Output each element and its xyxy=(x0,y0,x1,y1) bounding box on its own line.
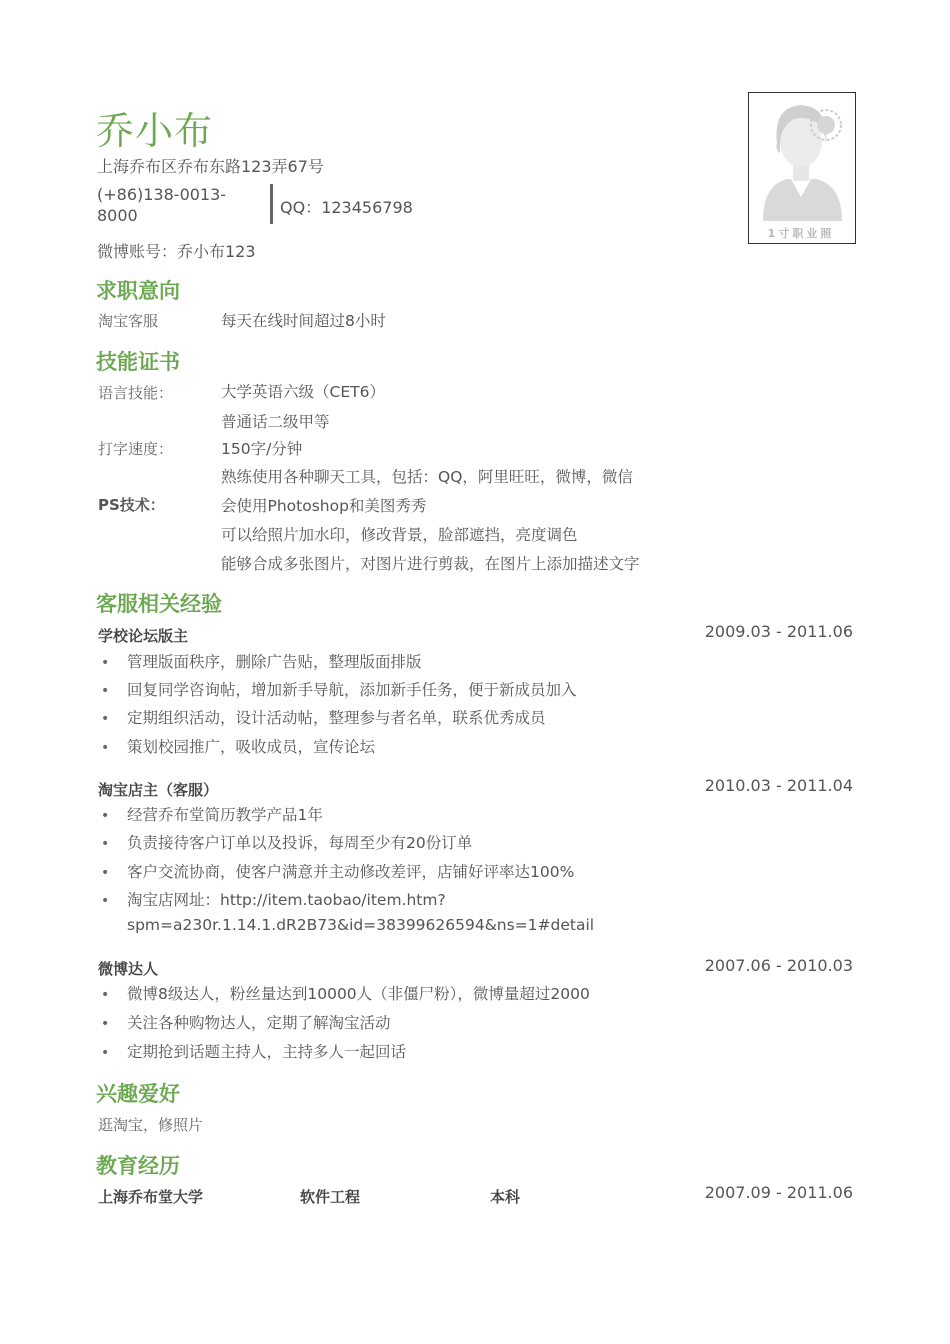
job-bullet: 负责接待客户订单以及投诉，每周至少有20份订单 xyxy=(127,834,473,852)
skill-label: PS技术： xyxy=(98,496,165,514)
skill-line: 150字/分钟 xyxy=(221,440,303,458)
hobbies-text: 逛淘宝，修照片 xyxy=(98,1116,204,1134)
edu-degree: 本科 xyxy=(490,1188,521,1206)
bullet-dot: • xyxy=(101,987,110,1003)
bullet-dot: • xyxy=(101,808,110,824)
skill-line: 大学英语六级（CET6） xyxy=(221,383,385,401)
section-education-title: 教育经历 xyxy=(96,1154,180,1178)
edu-date: 2007.09 - 2011.06 xyxy=(704,1183,853,1202)
bullet-dot: • xyxy=(101,711,110,727)
section-hobbies-title: 兴趣爱好 xyxy=(96,1082,180,1106)
bullet-dot: • xyxy=(101,1016,110,1032)
section-skills-title: 技能证书 xyxy=(96,350,180,374)
section-objective-title: 求职意向 xyxy=(96,279,180,303)
weibo-account: 微博账号：乔小布123 xyxy=(97,242,256,261)
skill-line: 熟练使用各种聊天工具，包括：QQ，阿里旺旺，微博，微信 xyxy=(221,468,633,486)
job-date: 2009.03 - 2011.06 xyxy=(704,622,853,641)
job-bullet: 管理版面秩序，删除广告贴，整理版面排版 xyxy=(127,653,422,671)
skill-line: 能够合成多张图片，对图片进行剪裁，在图片上添加描述文字 xyxy=(221,555,640,573)
edu-school: 上海乔布堂大学 xyxy=(98,1188,204,1206)
skill-line: 可以给照片加水印，修改背景，脸部遮挡，亮度调色 xyxy=(221,526,578,544)
photo-caption: 1寸职业照 xyxy=(767,227,835,240)
avatar-placeholder-icon xyxy=(749,93,854,242)
skill-label: 打字速度： xyxy=(98,440,174,458)
skill-line: 会使用Photoshop和美图秀秀 xyxy=(221,497,427,515)
objective-position: 淘宝客服 xyxy=(98,312,159,330)
job-bullet: 定期组织活动，设计活动帖，整理参与者名单，联系优秀成员 xyxy=(127,709,546,727)
address: 上海乔布区乔布东路123弄67号 xyxy=(97,157,324,176)
job-bullet: 回复同学咨询帖，增加新手导航，添加新手任务，便于新成员加入 xyxy=(127,681,577,699)
bullet-dot: • xyxy=(101,893,110,909)
section-experience-title: 客服相关经验 xyxy=(96,592,222,616)
phone-number: (+86)138-0013-8000 xyxy=(97,185,227,225)
skill-label: 语言技能： xyxy=(98,384,174,402)
job-bullet: 策划校园推广，吸收成员，宣传论坛 xyxy=(127,738,376,756)
job-title: 微博达人 xyxy=(98,960,159,978)
job-bullet: 经营乔布堂简历教学产品1年 xyxy=(127,806,323,824)
bullet-dot: • xyxy=(101,655,110,671)
job-bullet: 关注各种购物达人，定期了解淘宝活动 xyxy=(127,1014,391,1032)
job-bullet: 客户交流协商，使客户满意并主动修改差评，店铺好评率达100% xyxy=(127,863,575,881)
bullet-dot: • xyxy=(101,865,110,881)
bullet-dot: • xyxy=(101,683,110,699)
bullet-dot: • xyxy=(101,836,110,852)
job-bullet: 定期抢到话题主持人，主持多人一起回话 xyxy=(127,1043,407,1061)
bullet-dot: • xyxy=(101,1045,110,1061)
job-date: 2010.03 - 2011.04 xyxy=(704,776,853,795)
contact-divider xyxy=(270,184,273,224)
profile-photo xyxy=(748,92,856,244)
job-title: 淘宝店主（客服） xyxy=(98,781,219,799)
job-title: 学校论坛版主 xyxy=(98,627,189,645)
job-bullet: 淘宝店网址：http://item.taobao/item.htm? xyxy=(127,891,446,909)
job-bullet: 微博8级达人，粉丝量达到10000人（非僵尸粉），微博量超过2000 xyxy=(127,985,590,1003)
candidate-name: 乔小布 xyxy=(96,109,214,153)
bullet-dot: • xyxy=(101,740,110,756)
qq-number: QQ：123456798 xyxy=(280,198,413,217)
job-date: 2007.06 - 2010.03 xyxy=(704,956,853,975)
shop-url-continued: spm=a230r.1.14.1.dR2B73&id=38399626594&ns=1#detail xyxy=(127,916,595,934)
objective-note: 每天在线时间超过8小时 xyxy=(221,312,386,330)
edu-major: 软件工程 xyxy=(300,1188,361,1206)
skill-line: 普通话二级甲等 xyxy=(221,413,330,431)
